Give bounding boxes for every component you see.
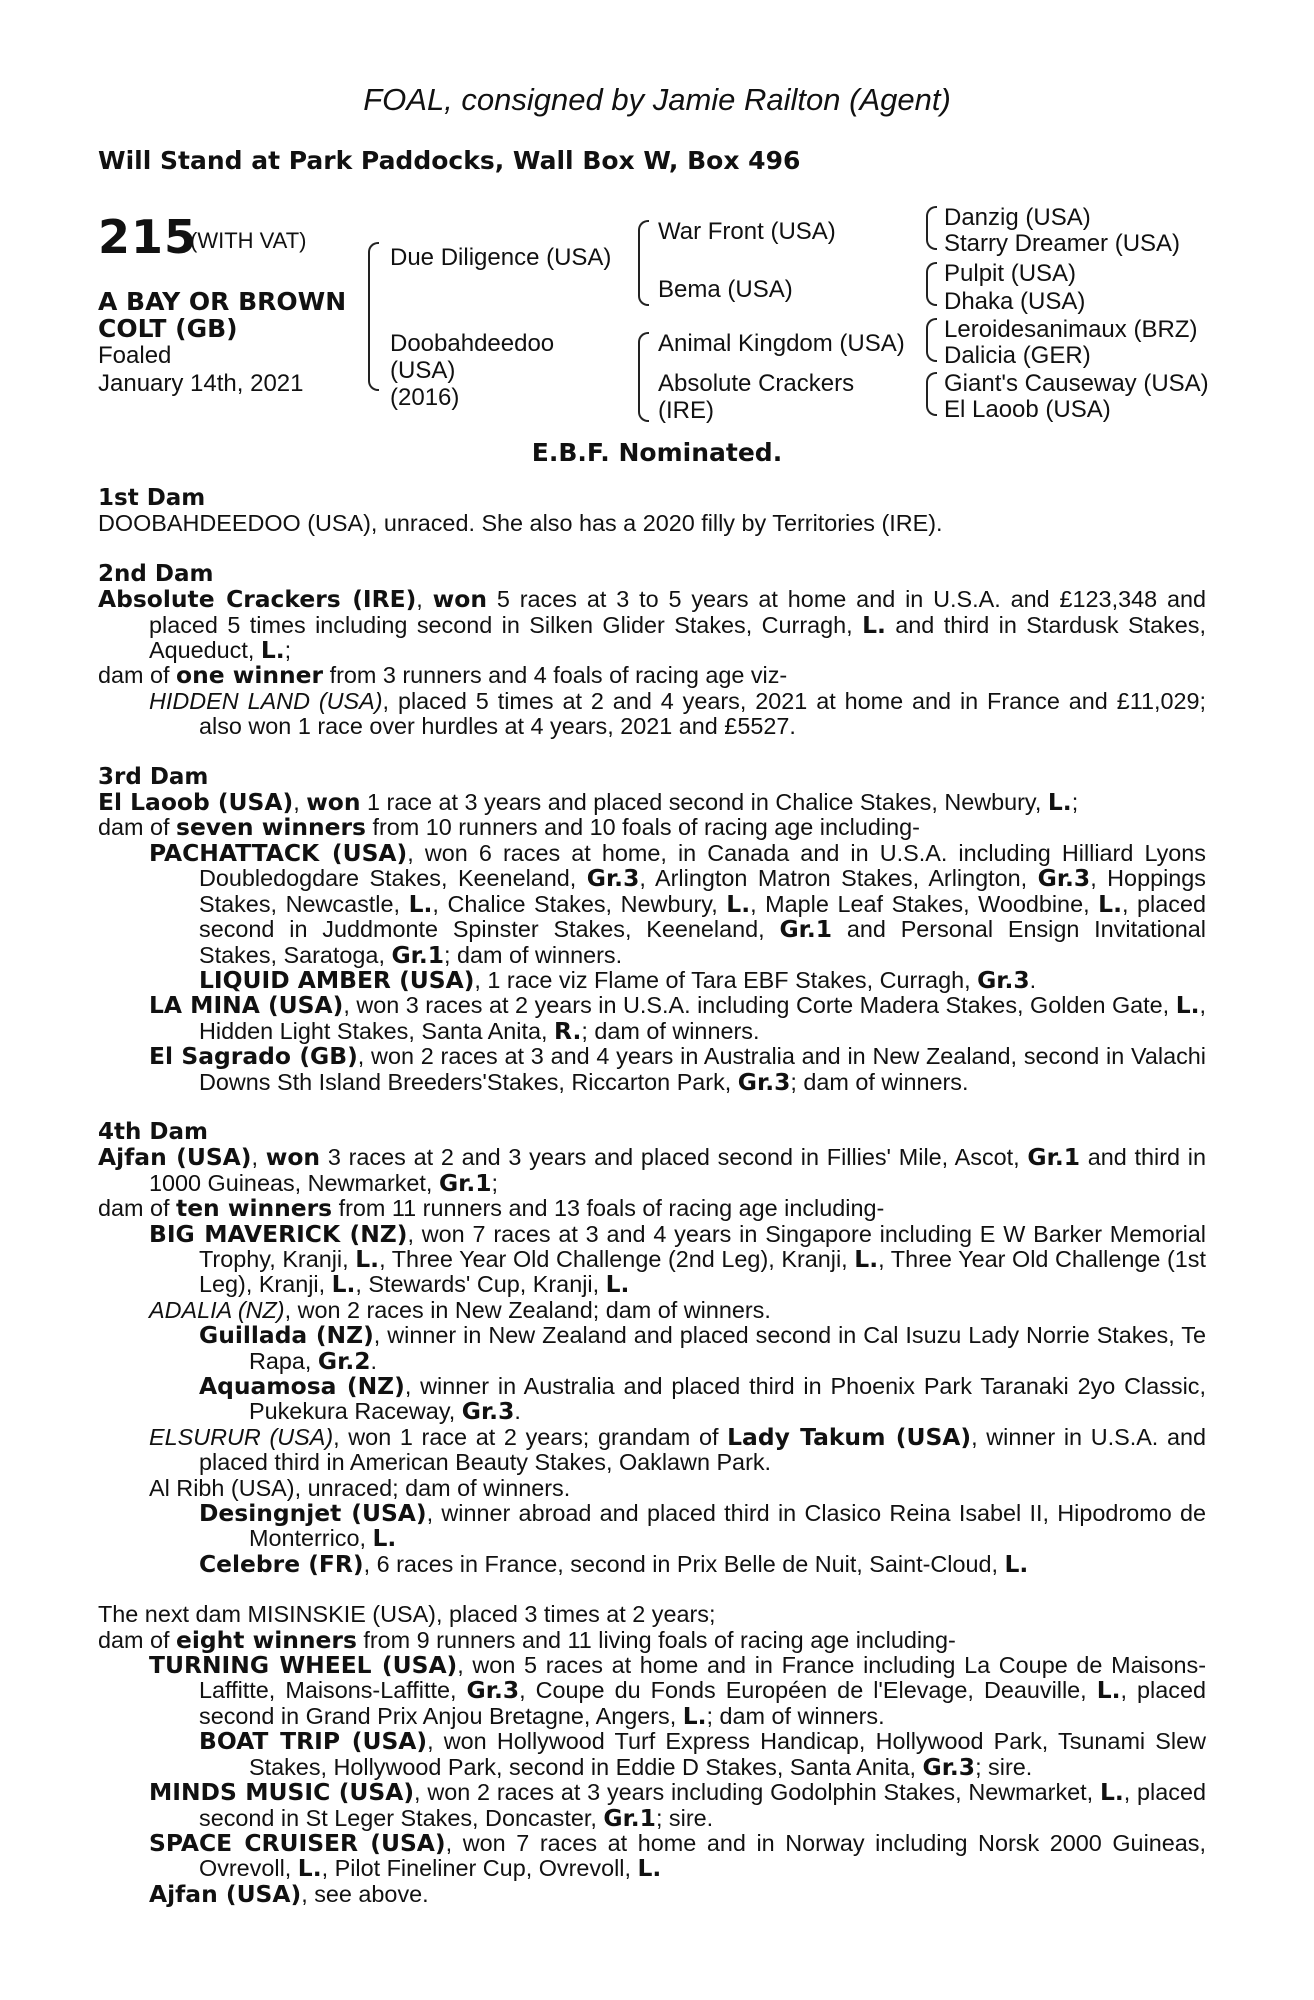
fourth-dam-won: won [265,1143,321,1172]
next-dam-foal-2 [98,1780,1206,1831]
second-dam-text-3: ; [284,637,292,664]
foal-text: ; dam of winners. [581,1017,760,1044]
foal-text: , Stewards' Cup, Kranji, [355,1271,606,1298]
second-dam-name: Absolute Crackers (IRE) [98,585,417,614]
third-dam-produce [98,815,1206,840]
foal-text: ; dam of winners. [790,1068,969,1095]
grade-listed: L. [1004,1549,1029,1578]
pedigree-dds: Giant's Causeway (USA) [944,370,1209,397]
foal-name: HIDDEN LAND (USA) [149,687,383,714]
foal-name: LIQUID AMBER (USA) [199,965,475,994]
fourth-dam-foal-4: Al Ribh (USA), unraced; dam of winners. [149,1474,571,1501]
fourth-dam-grandfoal-1 [98,1323,1206,1374]
pedigree-brace-sire [638,220,649,306]
foal-name: BIG MAVERICK (NZ) [149,1219,408,1248]
damof-suffix: from 11 runners and 13 foals of racing age including- [332,1195,885,1222]
foal-text: , 6 races in France, second in Prix Belle de Nuit, Saint-Cloud, [363,1550,1005,1577]
pedigree-brace-ss [926,206,937,250]
next-dam-text: The next dam MISINSKIE (USA), placed 3 times at 2 years; [98,1601,716,1628]
foal-text: , see above. [301,1880,429,1907]
foal-text: , Maple Leaf Stakes, Woodbine, [750,890,1099,917]
damof-prefix: dam of [98,814,177,841]
vat-label: (WITH VAT) [190,228,307,253]
pedigree-sire-sire: War Front (USA) [658,218,836,245]
foal-name: ADALIA (NZ) [149,1296,285,1323]
foal-text: , Chalice Stakes, Newbury, [432,890,727,917]
foal-text: , won 2 races in New Zealand; dam of winners. [284,1296,771,1323]
grade-listed: L. [1099,1778,1124,1807]
foal-text: , Hoppings Stakes, Newcastle, [199,865,1206,917]
grade-3: Gr.3 [737,1067,791,1096]
fourth-dam-produce [98,1196,1206,1221]
grade-1: Gr.1 [779,915,833,944]
grade-listed: L. [1096,1676,1121,1705]
foal-name: PACHATTACK (USA) [149,838,408,867]
pedigree-sss: Danzig (USA) [944,204,1091,231]
foal-text: , placed 5 times at 2 and 4 years, 2021 at home and in France and £11,029; also won 1 race over hurdles at 4 years, 2021 and £5527. [199,687,1207,740]
grade-2: Gr.2 [317,1346,371,1375]
grade-1: Gr.1 [438,1168,492,1197]
grandfoal-name: Lady Takum (USA) [727,1422,972,1451]
grade-listed: L. [637,1854,662,1883]
foal-text: , won 3 races at 2 years in U.S.A. including Corte Madera Stakes, Golden Gate, [343,992,1176,1019]
damof-suffix: from 9 runners and 11 living foals of racing age including- [356,1626,956,1653]
foal-name: Aquamosa (NZ) [199,1372,405,1400]
grade-listed: L. [1047,788,1072,817]
stand-location: Will Stand at Park Paddocks, Wall Box W, Box 496 [98,146,801,175]
foal-text: , won Hollywood Turf Express Handicap, Hollywood Park, Tsunami Slew Stakes, Hollywood Park, second in Eddie D Stakes, Santa Anita, [249,1728,1206,1780]
pedigree-ssd: Starry Dreamer (USA) [944,230,1181,257]
second-dam-heading: 2nd Dam [98,560,214,587]
damof-suffix: from 3 runners and 4 foals of racing age viz- [323,662,788,689]
pedigree-dam-line-3: (2016) [390,384,460,411]
third-dam-record: El Laoob (USA), won 1 race at 3 years and placed second in Chalice Stakes, Newbury, L.; [98,788,1079,817]
period: . [1029,966,1037,993]
foal-text: , won 2 races at 3 years including Godolphin Stakes, Newmarket, [414,1779,1100,1806]
third-dam-foal-1 [98,838,1207,969]
foal-text: , won 7 races at 3 and 4 years in Singapore including E W Barker Memorial Trophy, Kranji, [199,1220,1206,1272]
foal-text: , won 5 races at home and in France including La Coupe de Maisons-Laffitte, Maisons-Laffitte, [199,1652,1206,1704]
second-dam-record: Absolute Crackers (IRE), won 5 races at 3 to 5 years at home and in U.S.A. and £123,348 and placed 5 times including second in Silken Glider Stakes, Curragh, L. and third in Stardusk Stakes, Aqueduct, L.; [98,585,1206,665]
foal-name: Guillada (NZ) [199,1321,374,1350]
foal-name: ELSURUR (USA) [149,1423,334,1450]
foal-text: , 1 race viz Flame of Tara EBF Stakes, Curragh, [474,966,978,993]
foal-text: , Coupe du Fonds Européen de l'Elevage, Deauville, [519,1677,1097,1704]
fourth-dam-foal-2 [98,1298,1206,1323]
foal-name: Ajfan (USA) [149,1879,302,1908]
pedigree-dsd: Dalicia (GER) [944,342,1091,369]
foal-name: BOAT TRIP (USA) [199,1727,428,1756]
pedigree-sire-dam: Bema (USA) [658,276,793,303]
grade-listed: L. [854,1244,879,1273]
damof-count: one winner [176,661,324,690]
damof-prefix: dam of [98,1626,177,1653]
next-dam-foal-3 [98,1828,1206,1883]
third-dam-text-1: 1 race at 3 years and placed second in Chalice Stakes, Newbury, [360,789,1048,816]
foal-text: , won 7 races at home and in Norway including Norsk 2000 Guineas, Ovrevoll, [199,1829,1206,1882]
damof-prefix: dam of [98,662,177,689]
pedigree-ddd: El Laoob (USA) [944,396,1111,423]
foal-text: , winner in New Zealand and placed second in Cal Isuzu Lady Norrie Stakes, Te Rapa, [249,1322,1206,1374]
grade-listed: L. [355,1244,380,1273]
horse-line-1: A BAY OR BROWN [98,287,347,316]
horse-description [98,288,346,342]
fourth-dam-record: Ajfan (USA), won 3 races at 2 and 3 years and placed second in Fillies' Mile, Ascot, Gr.1 and third in 1000 Guineas, Newmarket, Gr.1; [98,1143,1207,1197]
fourth-dam-grandfoal-3 [98,1501,1206,1552]
second-dam-foal-1 [98,689,1206,740]
pedigree-dam-sire: Animal Kingdom (USA) [658,330,905,357]
grade-3: Gr.3 [977,965,1030,994]
next-dam-produce [98,1625,1206,1654]
pedigree-sire: Due Diligence (USA) [390,244,612,271]
pedigree-dam-line-2: (USA) [390,357,456,384]
foal-text: ; sire. [655,1804,714,1831]
pedigree-dam-line-1: Doobahdeedoo [390,330,555,357]
foal-name: Celebre (FR) [199,1549,364,1578]
grade-1: Gr.1 [1027,1143,1080,1172]
pedigree-brace-dam [638,332,649,422]
foal-text: , winner in U.S.A. and placed third in American Beauty Stakes, Oaklawn Park. [199,1423,1207,1476]
grade-3: Gr.3 [461,1397,515,1426]
foaled-date: January 14th, 2021 [98,370,304,397]
foal-text: , won 6 races at home, in Canada and in U.S.A. including Hilliard Lyons Doubledogdare Stakes, Keeneland, [199,839,1206,892]
foal-text: , placed second in Juddmonte Spinster Stakes, Keeneland, [199,890,1206,943]
foal-text: , placed second in St Leger Stakes, Doncaster, [199,1779,1206,1831]
third-dam-heading: 3rd Dam [98,763,209,790]
damof-count: ten winners [176,1194,333,1223]
foal-name: El Sagrado (GB) [149,1042,358,1071]
pedigree-sdd: Dhaka (USA) [944,288,1086,315]
second-dam-won: won [432,585,487,614]
damof-suffix: from 10 runners and 10 foals of racing age including- [365,814,920,841]
next-dam-foal-4 [98,1879,1206,1908]
second-dam-text-1: 5 races at 3 to 5 years at home and in U.S.A. and £123,348 and placed 5 times including second in Silken Glider Stakes, Curragh, [149,586,1206,638]
third-dam-name: El Laoob (USA) [98,788,294,817]
pedigree-brace-sd [926,262,937,306]
second-dam-produce [98,663,1206,688]
grade-listed: L. [372,1524,397,1553]
grade-3: Gr.3 [922,1752,976,1781]
grade-3: Gr.3 [466,1676,520,1705]
next-dam-grandfoal-1 [98,1729,1206,1780]
grade-listed: L. [1098,889,1122,918]
fourth-dam-grandfoal-4 [98,1549,1206,1578]
foal-text: , won 2 races at 3 and 4 years in Australia and in New Zealand, second in Valachi Downs Sth Island Breeders'Stakes, Riccarton Park, [199,1043,1206,1095]
foal-text: , Hidden Light Stakes, Santa Anita, [199,992,1206,1044]
grade-listed: L. [331,1270,356,1299]
grade-listed: L. [297,1854,322,1883]
pedigree-brace-main [368,242,379,391]
foal-text: , Arlington Matron Stakes, Arlington, [639,865,1038,892]
first-dam-text: DOOBAHDEEDOO (USA), unraced. She also has a 2020 filly by Territories (IRE). [98,510,943,537]
fourth-dam-heading: 4th Dam [98,1118,208,1145]
ebf-nomination: E.B.F. Nominated. [531,438,783,467]
damof-count: seven winners [176,813,366,842]
grade-1: Gr.1 [603,1803,656,1832]
foal-text: , won 1 race at 2 years; grandam of [333,1423,728,1450]
grade-restricted: R. [554,1016,582,1045]
page-title: FOAL, consigned by Jamie Railton (Agent) [363,82,951,117]
pedigree-brace-ds [926,318,937,362]
pedigree-sds: Pulpit (USA) [944,260,1077,287]
foal-text: and Personal Ensign Invitational Stakes, Saratoga, [199,916,1207,968]
third-dam-foal-2 [98,993,1206,1044]
horse-line-2: COLT (GB) [98,314,238,343]
foal-text: , Three Year Old Challenge (2nd Leg), Kranji, [379,1245,855,1272]
lot-number: 215 [98,210,198,264]
foal-text: ; sire. [975,1753,1033,1780]
period: . [370,1347,377,1374]
pedigree-dss: Leroidesanimaux (BRZ) [944,316,1198,343]
grade-listed: L. [260,636,285,665]
pedigree-brace-dd [926,372,937,416]
foal-name: TURNING WHEEL (USA) [149,1651,458,1680]
grade-listed: L. [605,1270,630,1299]
second-dam-text-2: and third in Stardusk Stakes, Aqueduct, [149,611,1206,664]
damof-count: eight winners [176,1625,357,1654]
foal-text: , placed second in Grand Prix Anjou Bretagne, Angers, [199,1677,1206,1729]
fourth-dam-grandfoal-2 [98,1374,1206,1425]
pedigree-dam-dam [658,370,854,424]
catalogue-body [98,486,1206,1907]
foal-text: , winner in Australia and placed third in Phoenix Park Taranaki 2yo Classic, Pukekura Raceway, [249,1373,1206,1425]
period: . [514,1398,521,1425]
fourth-dam-name: Ajfan (USA) [98,1143,252,1172]
foaled-label: Foaled [98,342,172,369]
foal-name: Desingnjet (USA) [199,1499,427,1528]
grade-3: Gr.3 [1037,864,1091,893]
grade-listed: L. [862,610,886,639]
fourth-dam-foal-3 [98,1422,1207,1476]
damof-prefix: dam of [98,1195,177,1222]
grade-listed: L. [408,889,433,918]
pedigree-dam [390,330,554,411]
foal-name: LA MINA (USA) [149,991,344,1020]
foal-text: ; dam of winners. [444,941,623,968]
foal-text: , Three Year Old Challenge (1st Leg), Kranji, [199,1245,1206,1298]
fourth-dam-foal-1 [98,1219,1206,1299]
grade-listed: L. [726,889,751,918]
pedigree-dam-dam-line-1: Absolute Crackers [658,370,855,397]
foal-name: SPACE CRUISER (USA) [149,1828,446,1857]
third-dam-grandfoal-1 [98,965,1206,994]
fourth-dam-text-2: and third in 1000 Guineas, Newmarket, [149,1144,1207,1196]
grade-listed: L. [682,1701,707,1730]
fourth-dam-text-1: 3 races at 2 and 3 years and placed second in Fillies' Mile, Ascot, [320,1144,1028,1171]
next-dam-foal-1 [98,1653,1206,1729]
first-dam-heading: 1st Dam [98,485,206,511]
pedigree-dam-dam-line-2: (IRE) [658,397,714,424]
third-dam-won: won [306,788,361,817]
fourth-dam-text-3: ; [491,1169,498,1196]
foal-text: , winner abroad and placed third in Clasico Reina Isabel II, Hipodromo de Monterrico, [249,1500,1206,1552]
foal-name: MINDS MUSIC (USA) [149,1778,415,1807]
foal-text: ; dam of winners. [706,1702,885,1729]
grade-3: Gr.3 [586,864,640,893]
grade-1: Gr.1 [391,940,444,969]
foal-text: , Pilot Fineliner Cup, Ovrevoll, [321,1855,638,1882]
grade-listed: L. [1175,991,1200,1020]
third-dam-foal-3 [98,1044,1206,1095]
